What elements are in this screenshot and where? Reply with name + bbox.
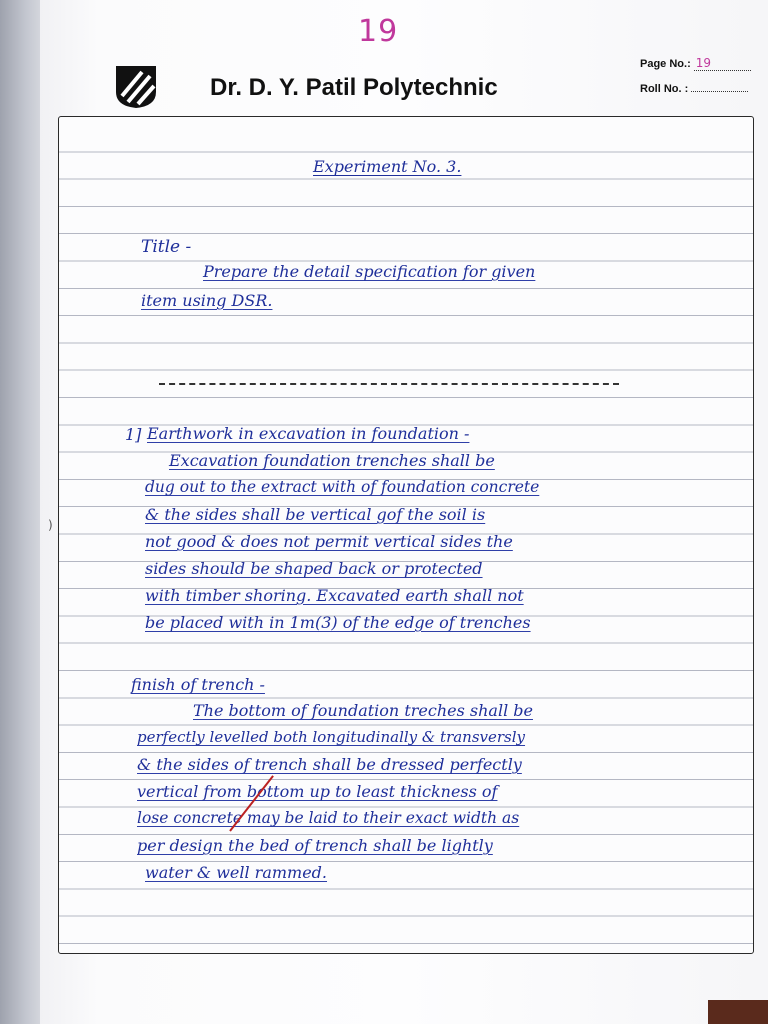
dashed-separator — [159, 383, 619, 386]
roll-no-label: Roll No. : — [640, 83, 689, 95]
section-line: per design the bed of trench shall be lightly — [137, 836, 493, 855]
notebook-sheet — [40, 0, 768, 1024]
roll-no-field — [640, 83, 748, 95]
section-line: be placed with in 1m(3) of the edge of trenches — [145, 613, 531, 632]
section-line: & the sides shall be vertical gof the soil is — [145, 505, 486, 524]
roll-no-value — [691, 91, 748, 92]
section-line: water & well rammed. — [145, 863, 328, 882]
section-line: perfectly levelled both longitudinally & transversly — [137, 728, 526, 746]
institute-name: Dr. D. Y. Patil Polytechnic — [210, 74, 498, 101]
title-label: Title - — [141, 237, 192, 257]
section-line: dug out to the extract with of foundation concrete — [145, 478, 540, 496]
section-line: Excavation foundation trenches shall be — [169, 451, 495, 470]
section-number: 1] — [125, 425, 142, 444]
section-line: vertical from bottom up to least thickness of — [137, 782, 498, 801]
page-no-field — [640, 56, 751, 71]
margin-mark: ) — [48, 518, 53, 532]
section-line: lose concrete may be laid to their exact width as — [137, 809, 520, 827]
title-line: item using DSR. — [141, 291, 273, 310]
table-corner — [708, 1000, 768, 1024]
section-heading: finish of trench - — [131, 675, 265, 694]
binding-edge — [0, 0, 44, 1024]
institute-logo-icon — [112, 62, 160, 110]
title-line: Prepare the detail specification for given — [203, 262, 536, 281]
section-line: sides should be shaped back or protected — [145, 559, 483, 578]
section-line: & the sides of trench shall be dressed perfectly — [137, 755, 522, 774]
sheet-number: 19 — [358, 14, 399, 49]
section-line: not good & does not permit vertical sides the — [145, 532, 513, 551]
experiment-heading: Experiment No. 3. — [313, 157, 462, 176]
page-no-value: 19 — [694, 56, 751, 71]
page-no-label: Page No.: — [640, 58, 691, 70]
ruled-writing-area — [58, 116, 754, 954]
section-line: The bottom of foundation treches shall be — [193, 701, 533, 720]
section-line: with timber shoring. Excavated earth shall not — [145, 586, 524, 605]
section-heading: Earthwork in excavation in foundation - — [147, 424, 470, 443]
